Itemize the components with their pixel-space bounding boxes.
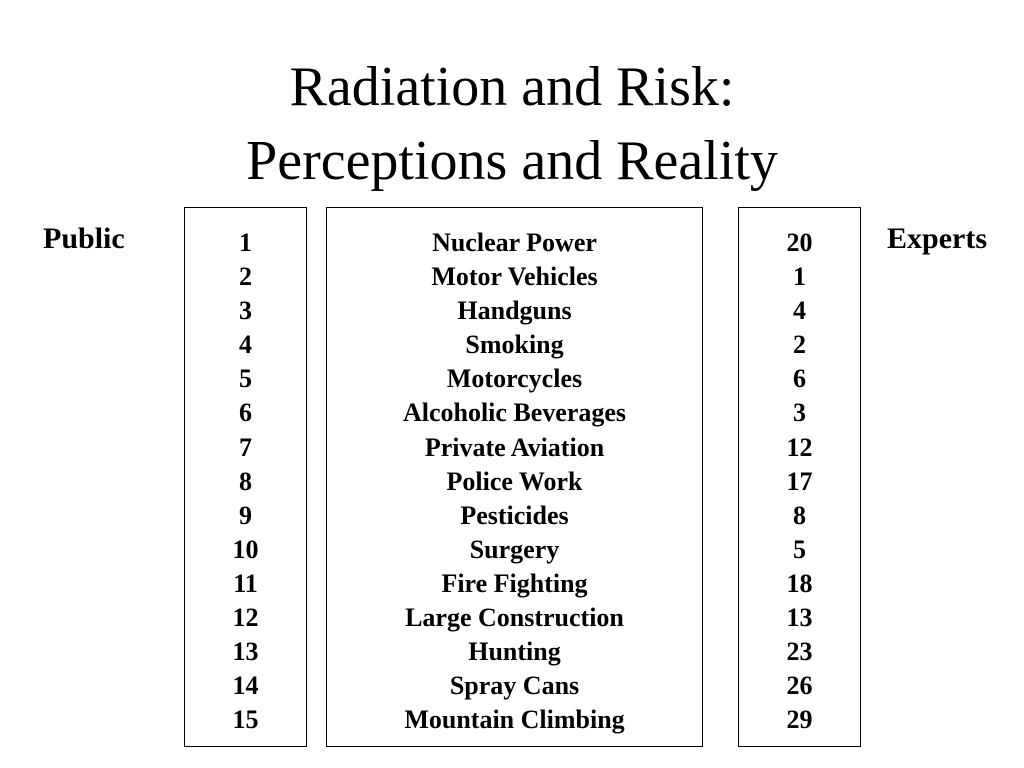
expert-rank: 26 <box>786 671 813 701</box>
public-rank: 14 <box>232 671 259 701</box>
activity-name: Large Construction <box>405 603 624 633</box>
activity-name: Alcoholic Beverages <box>402 398 627 428</box>
expert-rank: 3 <box>793 398 806 428</box>
expert-rank: 1 <box>793 262 806 292</box>
public-rank: 15 <box>232 705 259 735</box>
public-rank: 13 <box>232 637 259 667</box>
activity-name: Hunting <box>468 637 561 667</box>
activity-name: Handguns <box>457 296 572 326</box>
public-rank: 1 <box>239 228 252 257</box>
activity-name: Spray Cans <box>449 671 580 701</box>
title-line-2: Perceptions and Reality <box>246 130 778 192</box>
expert-rank: 4 <box>793 296 806 326</box>
public-label: Public <box>43 222 125 255</box>
activity-name: Nuclear Power <box>432 228 597 257</box>
slide-title <box>0 50 1024 198</box>
expert-rank: 2 <box>793 330 806 360</box>
public-rank: 12 <box>232 603 259 633</box>
activity-name: Motorcycles <box>446 364 583 394</box>
expert-rank: 20 <box>786 228 813 257</box>
public-rank: 8 <box>239 466 252 496</box>
expert-rank: 29 <box>786 705 813 735</box>
experts-label: Experts <box>887 222 987 255</box>
expert-rank: 18 <box>786 568 813 598</box>
activity-name: Surgery <box>469 534 560 564</box>
expert-rank: 12 <box>786 432 813 462</box>
public-rank: 4 <box>239 330 252 360</box>
activity-name: Mountain Climbing <box>404 705 625 735</box>
expert-rank: 8 <box>793 500 806 530</box>
expert-rank-column <box>738 207 861 747</box>
public-rank: 11 <box>233 568 258 598</box>
public-rank: 10 <box>232 534 259 564</box>
expert-rank: 17 <box>786 466 813 496</box>
activity-name: Police Work <box>446 466 583 496</box>
expert-rank: 6 <box>793 364 806 394</box>
expert-rank: 23 <box>786 637 813 667</box>
activity-name: Smoking <box>465 330 564 360</box>
public-rank: 9 <box>239 500 252 530</box>
activity-column <box>326 207 703 747</box>
activity-name: Private Aviation <box>424 432 605 462</box>
public-rank: 5 <box>239 364 252 394</box>
public-rank: 7 <box>239 432 252 462</box>
public-rank: 3 <box>239 296 252 326</box>
activity-name: Fire Fighting <box>441 568 588 598</box>
activity-name: Motor Vehicles <box>431 262 598 292</box>
expert-rank: 13 <box>786 603 813 633</box>
expert-rank: 5 <box>793 534 806 564</box>
activity-name: Pesticides <box>460 500 569 530</box>
title-line-1: Radiation and Risk: <box>289 56 735 118</box>
public-rank: 6 <box>239 398 252 428</box>
public-rank: 2 <box>239 262 252 292</box>
public-rank-column <box>184 207 307 747</box>
